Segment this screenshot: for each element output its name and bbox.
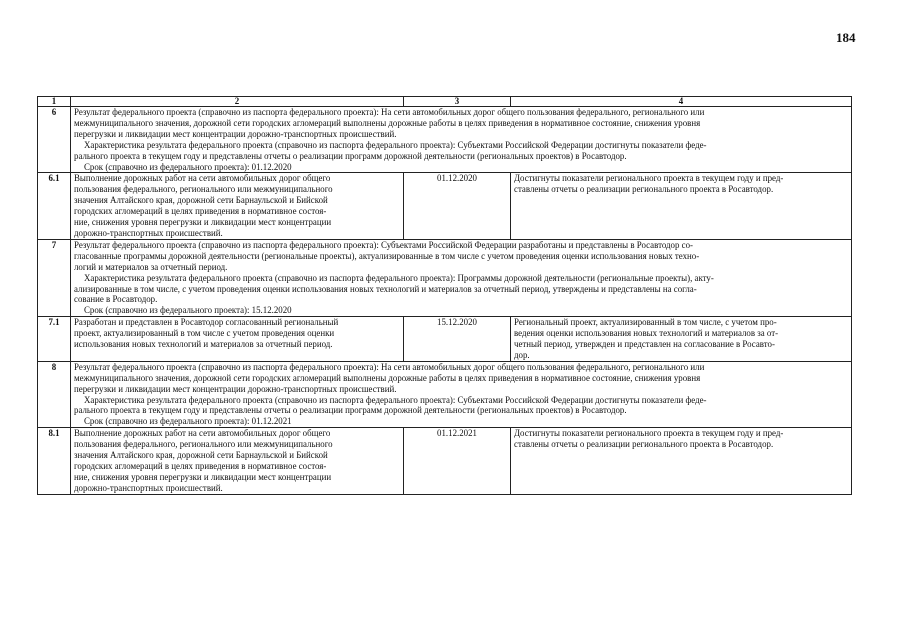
federal-result-text	[71, 361, 852, 427]
regional-task-row	[38, 317, 852, 362]
text-line: ние, снижения уровня перегрузки и ликвидации мест концентрации	[74, 217, 332, 228]
text-line: дорожно-транспортных происшествий.	[74, 227, 223, 238]
text-line: Срок (справочно из федерального проекта): 01.12.2021	[84, 416, 292, 427]
federal-result-row	[38, 361, 852, 427]
table-header-row	[38, 97, 852, 107]
row-number: 7.1	[38, 317, 71, 362]
row-number: 6	[38, 107, 71, 173]
expected-result	[511, 173, 852, 239]
text-line: дор.	[514, 349, 530, 360]
text-line: использования новых технологий и материалов за отчетный период.	[74, 339, 333, 350]
text-line: межмуниципального значения, дорожной сети городских агломераций выполнены дорожные работы в целях приведения в нормативное состояние, снижения уровня	[74, 372, 701, 383]
text-line: Результат федерального проекта (справочно из паспорта федерального проекта): На сети автомобильных дорог общего пользования федерального, регионального или	[74, 361, 705, 372]
text-line: четный период, утвержден и представлен на согласование в Росавто-	[514, 339, 775, 350]
text-line: Характеристика результата федерального проекта (справочно из паспорта федерального проекта): Субъектами Российской Федерации достигнуты показатели феде-	[84, 139, 707, 150]
text-line: ставлены отчеты о реализации регионального проекта в Росавтодор.	[514, 184, 774, 195]
text-line: городских агломераций в целях приведения в нормативное состоя-	[74, 206, 327, 217]
text-line: Выполнение дорожных работ на сети автомобильных дорог общего	[74, 173, 331, 184]
text-line: ние, снижения уровня перегрузки и ликвидации мест концентрации	[74, 471, 332, 482]
table-body	[38, 97, 852, 495]
text-line: Региональный проект, актуализированный в том числе, с учетом про-	[514, 317, 777, 328]
row-number: 8.1	[38, 428, 71, 494]
row-number: 8	[38, 361, 71, 427]
text-line: городских агломераций в целях приведения в нормативное состоя-	[74, 461, 327, 471]
text-line: перегрузки и ликвидации мест концентрации дорожно-транспортных происшествий.	[74, 128, 397, 139]
task-description	[71, 173, 404, 239]
column-header: 3	[404, 97, 511, 107]
results-table	[37, 96, 852, 495]
row-number: 6.1	[38, 173, 71, 239]
text-line: дорожно-транспортных происшествий.	[74, 482, 223, 493]
deadline-date: 01.12.2020	[404, 173, 511, 239]
expected-result	[511, 317, 852, 362]
text-line: Достигнуты показатели регионального проекта в текущем году и пред-	[514, 173, 784, 184]
text-line: значения Алтайского края, дорожной сети Барнаульской и Бийской	[74, 450, 328, 461]
text-line: пользования федерального, регионального или межмуниципального	[74, 184, 333, 195]
federal-result-row	[38, 107, 852, 173]
column-header: 2	[71, 97, 404, 107]
text-line: ставлены отчеты о реализации регионального проекта в Росавтодор.	[514, 439, 774, 450]
text-line: Характеристика результата федерального проекта (справочно из паспорта федерального проекта): Субъектами Российской Федерации достигнуты показатели феде-	[84, 394, 707, 405]
text-line: перегрузки и ликвидации мест концентрации дорожно-транспортных происшествий.	[74, 383, 397, 394]
text-line: ведения оценки использования новых технологий и материалов за от-	[514, 328, 779, 339]
text-line: логий и материалов за отчетный период.	[74, 261, 228, 272]
text-line: Разработан и представлен в Росавтодор согласованный региональный	[74, 317, 339, 328]
text-line: Достигнуты показатели регионального проекта в текущем году и пред-	[514, 428, 784, 439]
text-line: Срок (справочно из федерального проекта): 15.12.2020	[84, 305, 292, 316]
row-number: 7	[38, 239, 71, 316]
federal-result-text	[71, 239, 852, 316]
text-line: рального проекта в текущем году и представлены отчеты о реализации программ дорожной деятельности (региональных проектов) в Росавтодор.	[74, 405, 627, 416]
text-line: межмуниципального значения, дорожной сети городских агломераций выполнены дорожные работы в целях приведения в нормативное состояние, снижения уровня	[74, 117, 701, 128]
column-header: 4	[511, 97, 852, 107]
task-description	[71, 317, 404, 362]
text-line: ализированные в том числе, с учетом проведения оценки использования новых технологий и материалов за отчетный период, утверждены и представлены на согла-	[74, 283, 697, 294]
expected-result	[511, 428, 852, 494]
text-line: гласованные программы дорожной деятельности (региональные проекты), актуализированные в том числе с учетом проведения оценки использования новых техно-	[74, 250, 700, 261]
text-line: Срок (справочно из федерального проекта): 01.12.2020	[84, 161, 292, 172]
column-header: 1	[38, 97, 71, 107]
text-line: Результат федерального проекта (справочно из паспорта федерального проекта): Субъектами Российской Федерации разработаны и представлены в Росавтодор со-	[74, 239, 693, 250]
task-description	[71, 428, 404, 494]
federal-result-row	[38, 239, 852, 316]
page-number: 184	[836, 30, 856, 45]
deadline-date: 01.12.2021	[404, 428, 511, 494]
text-line: проект, актуализированный в том числе с учетом проведения оценки	[74, 328, 335, 339]
text-line: Выполнение дорожных работ на сети автомобильных дорог общего	[74, 428, 331, 439]
text-line: значения Алтайского края, дорожной сети Барнаульской и Бийской	[74, 195, 328, 206]
text-line: сование в Росавтодор.	[74, 294, 158, 305]
regional-task-row	[38, 428, 852, 494]
text-line: пользования федерального, регионального или межмуниципального	[74, 439, 333, 450]
regional-task-row	[38, 173, 852, 239]
text-line: Характеристика результата федерального проекта (справочно из паспорта федерального проекта): Программы дорожной деятельности (региональные проекты), акту-	[84, 272, 714, 283]
deadline-date: 15.12.2020	[404, 317, 511, 362]
federal-result-text	[71, 107, 852, 173]
text-line: Результат федерального проекта (справочно из паспорта федерального проекта): На сети автомобильных дорог общего пользования федерального, регионального или	[74, 107, 705, 117]
text-line: рального проекта в текущем году и представлены отчеты о реализации программ дорожной деятельности (региональных проектов) в Росавтодор.	[74, 150, 627, 161]
